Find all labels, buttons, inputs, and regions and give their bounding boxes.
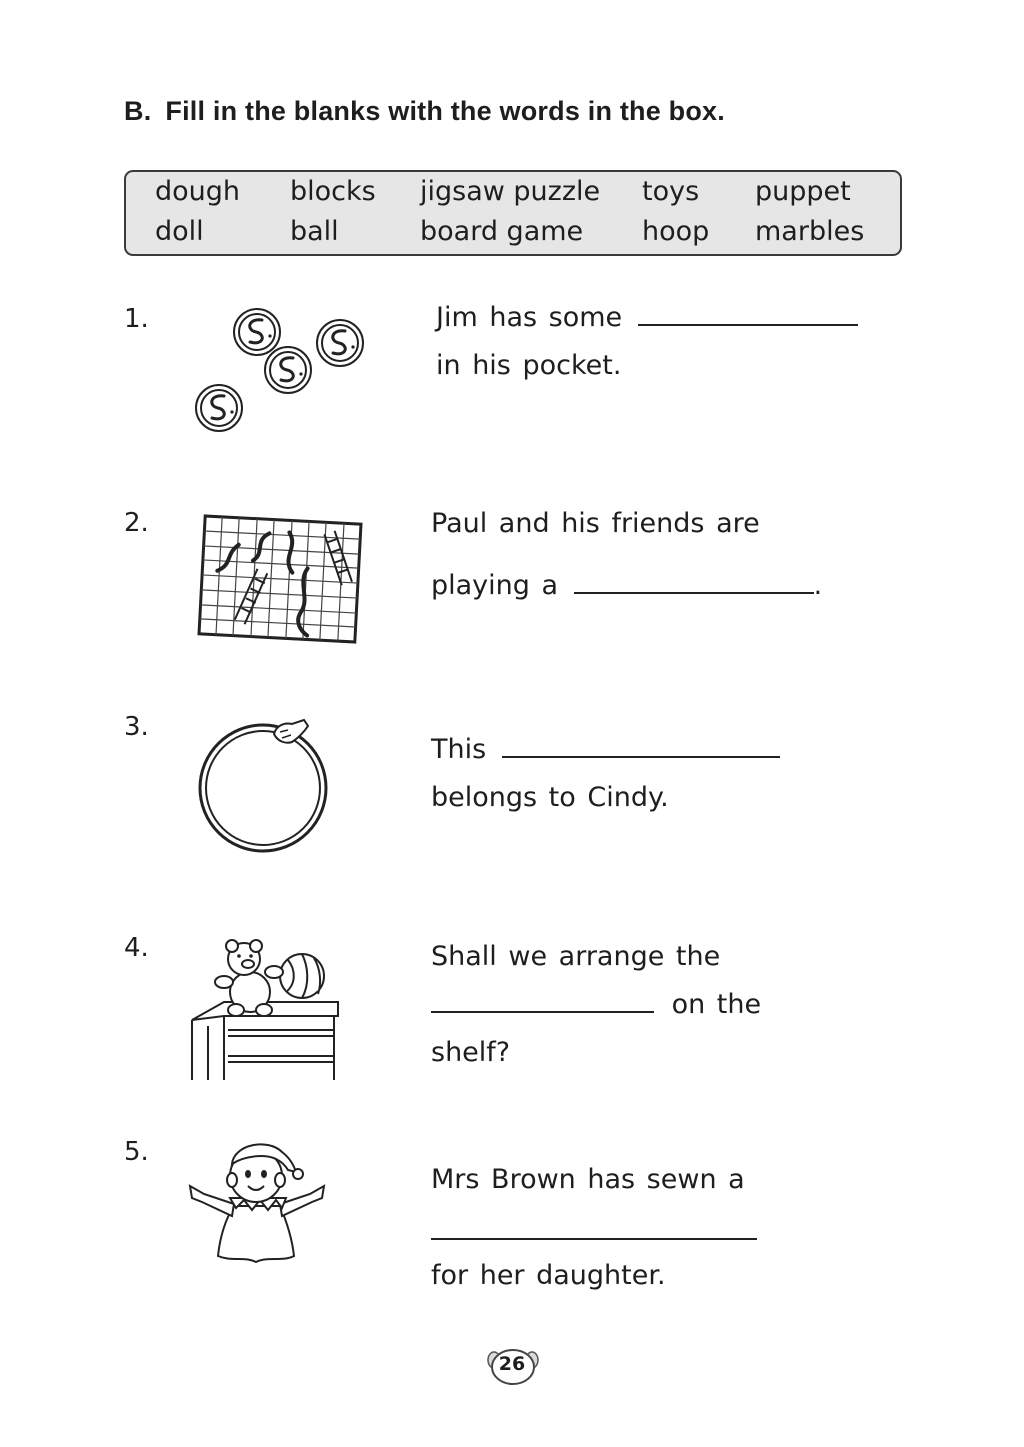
question-text: in his pocket. [436, 350, 622, 381]
word-box-word: hoop [642, 216, 710, 247]
board-game-icon [192, 512, 368, 647]
section-instruction: Fill in the blanks with the words in the box. [165, 96, 725, 126]
word-box-word: ball [290, 216, 339, 247]
question-text: on the [671, 989, 762, 1020]
question-text: Shall we arrange the [431, 941, 721, 972]
word-box-word: dough [155, 176, 241, 207]
answer-blank[interactable] [502, 736, 780, 758]
question-number: 5. [124, 1137, 149, 1167]
word-box-word: jigsaw puzzle [420, 176, 601, 207]
marbles-icon [190, 300, 370, 435]
question-text: playing a [431, 570, 559, 601]
question-number: 4. [124, 933, 149, 963]
question-text: Jim has some [436, 302, 623, 333]
question-text: belongs to Cindy. [431, 782, 669, 813]
question-text: for her daughter. [431, 1260, 666, 1291]
answer-blank[interactable] [638, 304, 858, 326]
word-box-word: toys [642, 176, 700, 207]
question-text: shelf? [431, 1037, 511, 1068]
question-number: 3. [124, 712, 149, 742]
question-text: . [813, 570, 823, 601]
word-box-word: doll [155, 216, 204, 247]
question-number: 2. [124, 508, 149, 538]
question-number: 1. [124, 304, 149, 334]
answer-blank[interactable] [431, 991, 654, 1013]
question-text: Mrs Brown has sewn a [431, 1164, 745, 1195]
section-heading [124, 96, 725, 127]
page-number: 26 [498, 1353, 526, 1375]
section-label: B. [124, 96, 152, 126]
hoop-icon [192, 712, 342, 862]
word-box-word: marbles [755, 216, 865, 247]
toys-on-shelf-icon [188, 934, 344, 1084]
question-text: This [431, 734, 487, 765]
puppet-icon [182, 1136, 332, 1272]
answer-blank[interactable] [574, 572, 814, 594]
word-box-word: board game [420, 216, 584, 247]
word-box-word: puppet [755, 176, 851, 207]
answer-blank[interactable] [431, 1218, 757, 1240]
question-text: Paul and his friends are [431, 508, 760, 539]
word-box-word: blocks [290, 176, 376, 207]
